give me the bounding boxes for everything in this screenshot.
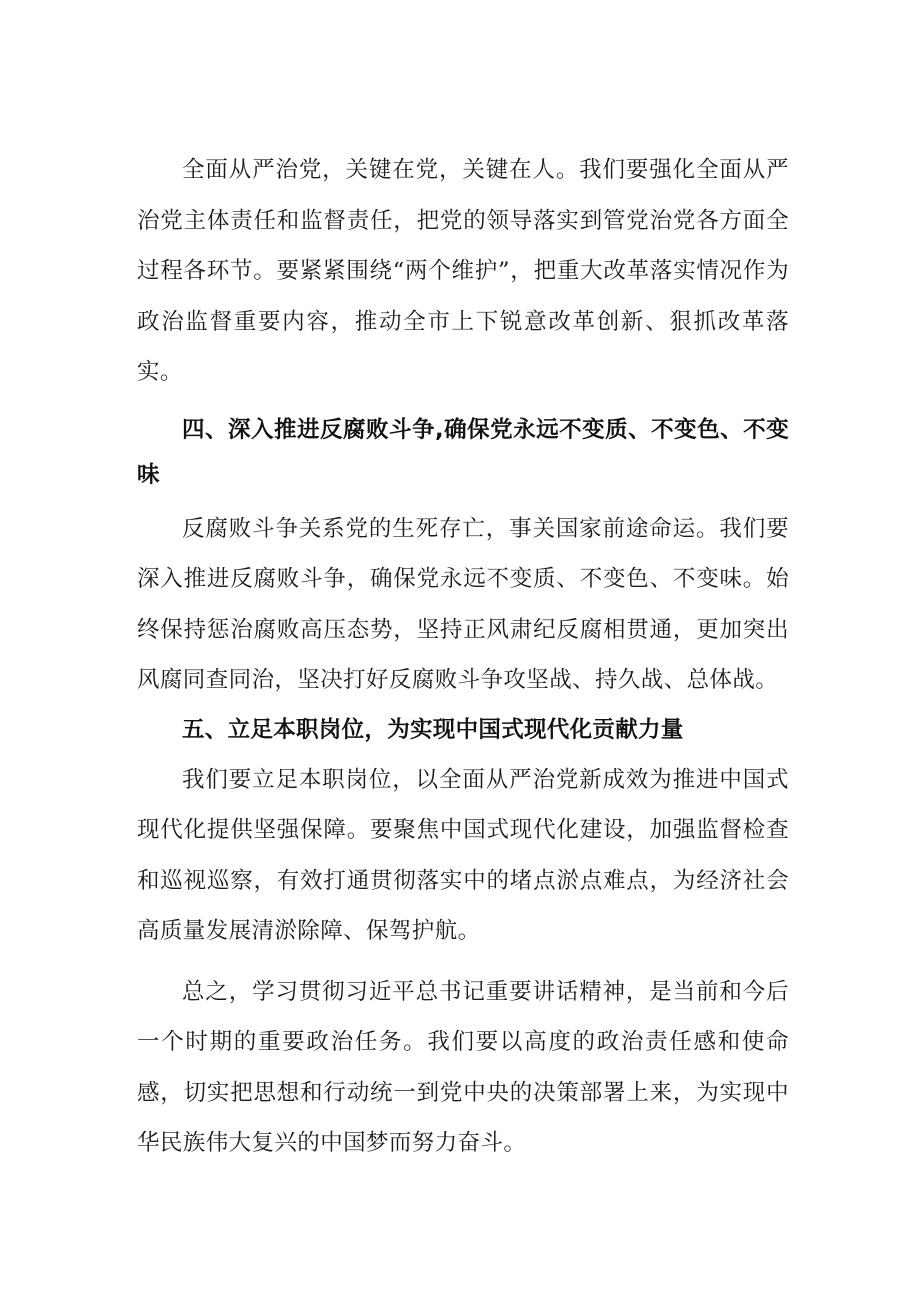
paragraph-conclusion: 总之，学习贯彻习近平总书记重要讲话精神，是当前和今后一个时期的重要政治任务。我们要以高度的政治责任感和使命感，切实把思想和行动统一到党中央的决策部署上来，为实现中华民族伟大复兴的中国梦而努力奋斗。: [137, 978, 789, 1156]
section-heading-anti-corruption: 四、深入推进反腐败斗争,确保党永远不变质、不变色、不变味: [137, 416, 789, 488]
paragraph-anti-corruption: 反腐败斗争关系党的生死存亡，事关国家前途命运。我们要深入推进反腐败斗争，确保党永远不变质、不变色、不变味。始终保持惩治腐败高压态势，坚持正风肃纪反腐相贯通，更加突出风腐同查同治，坚决打好反腐败斗争攻坚战、持久战、总体战。: [137, 515, 789, 693]
paragraph-strict-governance: 全面从严治党，关键在党，关键在人。我们要强化全面从严治党主体责任和监督责任，把党的领导落实到管党治党各方面全过程各环节。要紧紧围绕“两个维护”，把重大改革落实情况作为政治监督重要内容，推动全市上下锐意改革创新、狠抓改革落实。: [137, 157, 789, 385]
paragraph-modernization: 我们要立足本职岗位，以全面从严治党新成效为推进中国式现代化提供坚强保障。要聚焦中国式现代化建设，加强监督检查和巡视巡察，有效打通贯彻落实中的堵点淤点难点，为经济社会高质量发展清淤除障、保驾护航。: [137, 766, 789, 944]
section-heading-modernization: 五、立足本职岗位，为实现中国式现代化贡献力量: [182, 716, 684, 743]
document-body: [137, 145, 789, 1169]
